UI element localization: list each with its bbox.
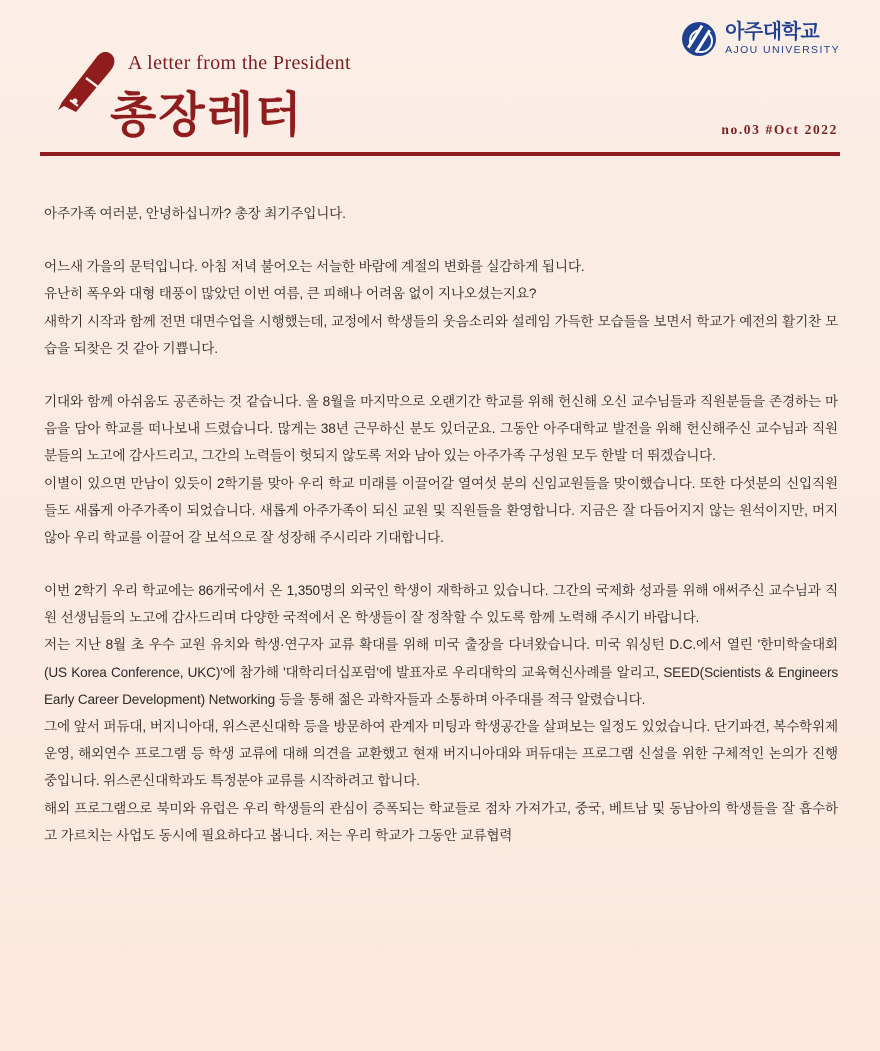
- paragraph-line: 기대와 함께 아쉬움도 공존하는 것 같습니다. 올 8월을 마지막으로 오랜기간 학교를 위해 헌신해 오신 교수님들과 직원분들을 존경하는 마음을 담아 학교를 떠나보내 드렸습니다. 많게는 38년 근무하신 분도 있더군요. 그동안 아주대학교 발전을 위해 헌신해주신 교수님과 직원분들의 노고에 감사드리고, 그간의 노력들이 헛되지 않도록 저와 남아 있는 아주가족 구성원 모두 한발 더 뛰겠습니다.: [44, 393, 838, 464]
- paragraph: [44, 388, 838, 551]
- paragraph: [44, 577, 838, 849]
- letter-header: [0, 0, 880, 160]
- issue-label: no.03 #Oct 2022: [721, 122, 838, 137]
- paragraph-line: 이번 2학기 우리 학교에는 86개국에서 온 1,350명의 외국인 학생이 재학하고 있습니다. 그간의 국제화 성과를 위해 애써주신 교수님과 직원 선생님들의 노고에 감사드리며 다양한 국적에서 온 학생들이 잘 정착할 수 있도록 함께 노력해 주시기 바랍니다.: [44, 583, 838, 626]
- university-logo: [682, 22, 840, 56]
- university-name-kr: 아주대학교: [725, 21, 820, 43]
- paragraph-line: 아주가족 여러분, 안녕하십니까? 총장 최기주입니다.: [44, 206, 346, 221]
- paragraph: [44, 253, 838, 362]
- paragraph-line: 유난히 폭우와 대형 태풍이 많았던 이번 여름, 큰 피해나 어려움 없이 지나오셨는지요?: [44, 286, 537, 302]
- fountain-pen-icon: [56, 52, 118, 116]
- university-logo-text: [725, 22, 840, 56]
- letter-title-kr: 총장레터: [110, 89, 304, 142]
- paragraph-line: 그에 앞서 퍼듀대, 버지니아대, 위스콘신대학 등을 방문하여 관계자 미팅과 학생공간을 살펴보는 일정도 있었습니다. 단기파견, 복수학위제 운영, 해외연수 프로그램 등 학생 교류에 대해 의견을 교환했고 현재 버지니아대와 퍼듀대는 프로그램 신설을 위한 구체적인 논의가 진행 중입니다. 위스콘신대학과도 특정분야 교류를 시작하려고 합니다.: [44, 719, 838, 789]
- paragraph-line: 이별이 있으면 만남이 있듯이 2학기를 맞아 우리 학교 미래를 이끌어갈 열여섯 분의 신임교원들을 맞이했습니다. 또한 다섯분의 신입직원들도 새롭게 아주가족이 되었습니다. 새롭게 아주가족이 되신 교원 및 직원들을 환영합니다. 지금은 잘 다듬어지지 않는 원석이지만, 머지않아 우리 학교를 이끌어 갈 보석으로 잘 성장해 주시리라 기대합니다.: [44, 475, 838, 545]
- paragraph-line: 어느새 가을의 문턱입니다. 아침 저녁 불어오는 서늘한 바람에 계절의 변화를 실감하게 됩니다.: [44, 259, 585, 275]
- letter-body: [0, 160, 880, 849]
- paragraph-line: 해외 프로그램으로 북미와 유럽은 우리 학생들의 관심이 증폭되는 학교들로 점차 가져가고, 중국, 베트남 및 동남아의 학생들을 잘 흡수하고 가르치는 사업도 동시에 필요하다고 봅니다. 저는 우리 학교가 그동안 교류협력: [44, 800, 838, 843]
- paragraph-line: 새학기 시작과 함께 전면 대면수업을 시행했는데, 교정에서 학생들의 웃음소리와 설레임 가득한 모습들을 보면서 학교가 예전의 활기찬 모습을 되찾은 것 같아 기쁩니다.: [44, 313, 838, 356]
- university-name-en: AJOU UNIVERSITY: [725, 44, 840, 56]
- letter-title-en: A letter from the President: [128, 52, 351, 74]
- ajou-emblem-icon: [682, 22, 716, 56]
- header-divider: [40, 152, 840, 156]
- paragraph-line: 저는 지난 8월 초 우수 교원 유치와 학생·연구자 교류 확대를 위해 미국 출장을 다녀왔습니다. 미국 워싱턴 D.C.에서 열린 '한미학술대회(US Korea Conference, UKC)'에 참가해 '대학리더십포럼'에 발표자로 우리대학의 교육혁신사례를 알리고, SEED(Scientists & Engineers Early Career Development) Networking 등을 통해 젊은 과학자들과 소통하며 아주대를 적극 알렸습니다.: [44, 637, 838, 707]
- paragraph: [44, 200, 838, 227]
